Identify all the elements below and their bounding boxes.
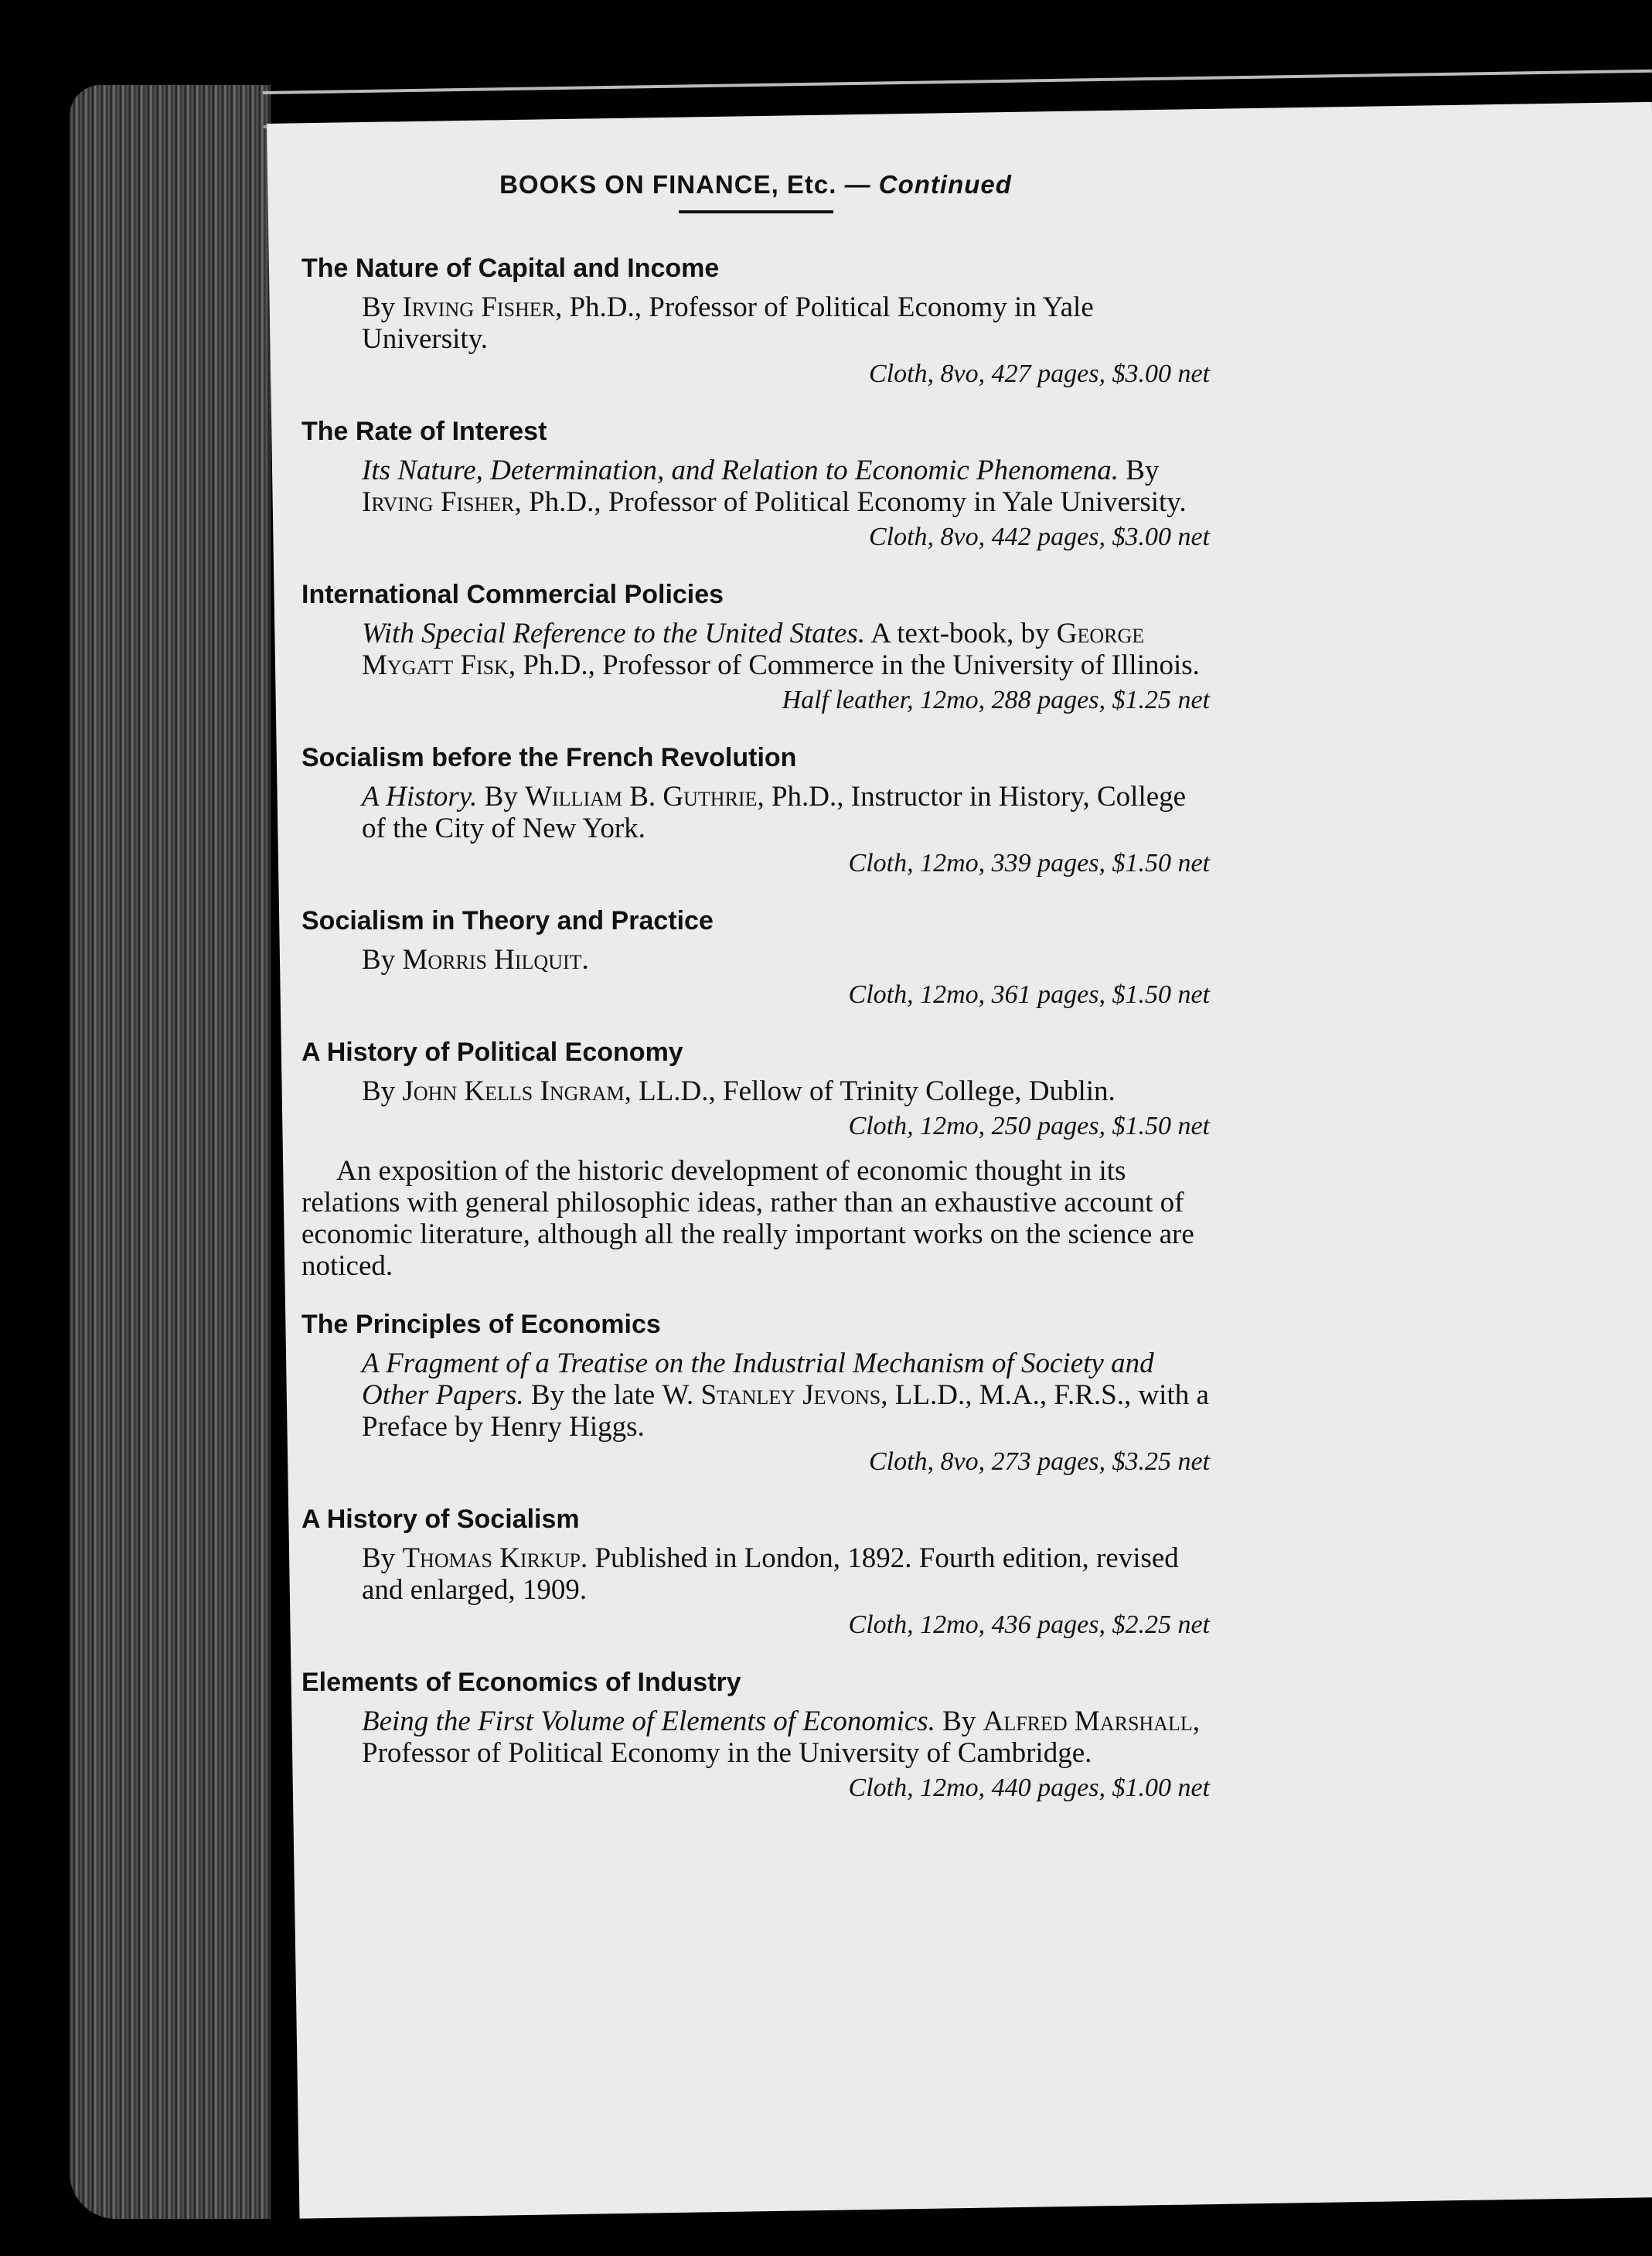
- book-by: By: [362, 1075, 396, 1107]
- book-price: Cloth, 8vo, 427 pages, $3.00 net: [868, 360, 1210, 388]
- book-by: A text-book, by: [870, 618, 1050, 649]
- book-title: International Commercial Policies: [301, 580, 724, 609]
- book-title: The Nature of Capital and Income: [301, 254, 720, 283]
- book-author: Thomas Kirkup: [402, 1542, 581, 1574]
- book-subtitle: A Fragment of a Treatise on the Industrial Mechanism of Society and Other Papers.: [362, 1348, 1154, 1411]
- book-description: [301, 1542, 1210, 1606]
- book-description: [301, 1706, 1210, 1769]
- book-entry: [301, 580, 1210, 715]
- book-price: Cloth, 12mo, 440 pages, $1.00 net: [848, 1774, 1210, 1802]
- book-author: Alfred Marshall: [983, 1706, 1193, 1737]
- book-title: The Principles of Economics: [301, 1310, 661, 1339]
- book-author: William B. Guthrie: [525, 781, 758, 813]
- book-entry: [301, 254, 1210, 389]
- book-by: By: [942, 1706, 976, 1737]
- book-entry: [301, 1505, 1210, 1640]
- book-title: The Rate of Interest: [301, 417, 547, 446]
- book-price: Cloth, 12mo, 361 pages, $1.50 net: [848, 980, 1210, 1009]
- book-price: Half leather, 12mo, 288 pages, $1.25 net: [782, 686, 1210, 714]
- book-details: , Ph.D., Professor of Political Economy in Yale University.: [514, 486, 1187, 518]
- book-details: , Ph.D., Professor of Commerce in the University of Illinois.: [508, 649, 1200, 681]
- book-description: [301, 1348, 1210, 1443]
- book-subtitle: Its Nature, Determination, and Relation to Economic Phenomena.: [362, 455, 1119, 486]
- book-author: W. Stanley Jevons: [662, 1379, 881, 1411]
- book-description: [301, 781, 1210, 844]
- book-by: By: [362, 944, 396, 976]
- book-by: By: [362, 291, 396, 323]
- book-entry: [301, 417, 1210, 552]
- book-details: , Ph.D., Instructor in History, College of the City of New York.: [362, 781, 1187, 844]
- book-by: By: [1126, 455, 1160, 486]
- book-subtitle: With Special Reference to the United States.: [362, 618, 866, 649]
- book-entry: [301, 1038, 1210, 1282]
- book-description: [301, 1075, 1210, 1107]
- book-page-edges: [70, 85, 271, 2219]
- book-title: A History of Political Economy: [301, 1038, 683, 1067]
- book-title: Socialism before the French Revolution: [301, 743, 797, 772]
- book-by: By: [362, 1542, 396, 1574]
- book-details: , Professor of Political Economy in the University of Cambridge.: [362, 1706, 1200, 1769]
- running-head-main: BOOKS ON FINANCE, Etc.: [499, 170, 837, 199]
- book-details: , LL.D., M.A., F.R.S., with a Preface by Henry Higgs.: [362, 1379, 1209, 1443]
- book-author: John Kells Ingram: [402, 1075, 625, 1107]
- book-details: .: [581, 944, 589, 976]
- book-subtitle: Being the First Volume of Elements of Economics.: [362, 1706, 935, 1737]
- book-title: A History of Socialism: [301, 1505, 580, 1534]
- book-summary: An exposition of the historic development of economic thought in its relations with general philosophic ideas, rather than an exhaustive account of economic literature, although all the really important works on the science are noticed.: [301, 1155, 1194, 1282]
- book-subtitle: A History.: [362, 781, 478, 813]
- book-price: Cloth, 8vo, 442 pages, $3.00 net: [868, 523, 1210, 551]
- book-author: George Mygatt Fisk: [362, 618, 1145, 681]
- book-details: , LL.D., Fellow of Trinity College, Dublin.: [624, 1075, 1116, 1107]
- book-by: By: [484, 781, 518, 813]
- book-description: [301, 944, 1210, 976]
- book-entry: [301, 1668, 1210, 1803]
- head-rule: [679, 210, 833, 213]
- book-list: [301, 254, 1210, 1803]
- book-price: Cloth, 12mo, 436 pages, $2.25 net: [848, 1610, 1210, 1639]
- book-by: By the late: [530, 1379, 656, 1411]
- book-price: Cloth, 12mo, 339 pages, $1.50 net: [848, 849, 1210, 878]
- book-description: [301, 291, 1210, 355]
- book-author: Irving Fisher: [362, 486, 515, 518]
- book-details: , Ph.D., Professor of Political Economy in Yale University.: [362, 291, 1094, 355]
- book-description: [301, 455, 1210, 518]
- book-author: Morris Hilquit: [402, 944, 582, 976]
- book-title: Elements of Economics of Industry: [301, 1668, 741, 1697]
- book-entry: [301, 906, 1210, 1010]
- book-description: [301, 618, 1210, 681]
- book-entry: [301, 743, 1210, 878]
- book-price: Cloth, 12mo, 250 pages, $1.50 net: [848, 1112, 1210, 1140]
- book-title: Socialism in Theory and Practice: [301, 906, 714, 935]
- book-price: Cloth, 8vo, 273 pages, $3.25 net: [868, 1447, 1210, 1476]
- running-head: [301, 170, 1210, 199]
- running-head-continued: — Continued: [844, 170, 1012, 199]
- book-author: Irving Fisher: [402, 291, 555, 323]
- book-entry: [301, 1310, 1210, 1477]
- book-details: . Published in London, 1892. Fourth edition, revised and enlarged, 1909.: [362, 1542, 1179, 1606]
- page-content: [301, 170, 1210, 1831]
